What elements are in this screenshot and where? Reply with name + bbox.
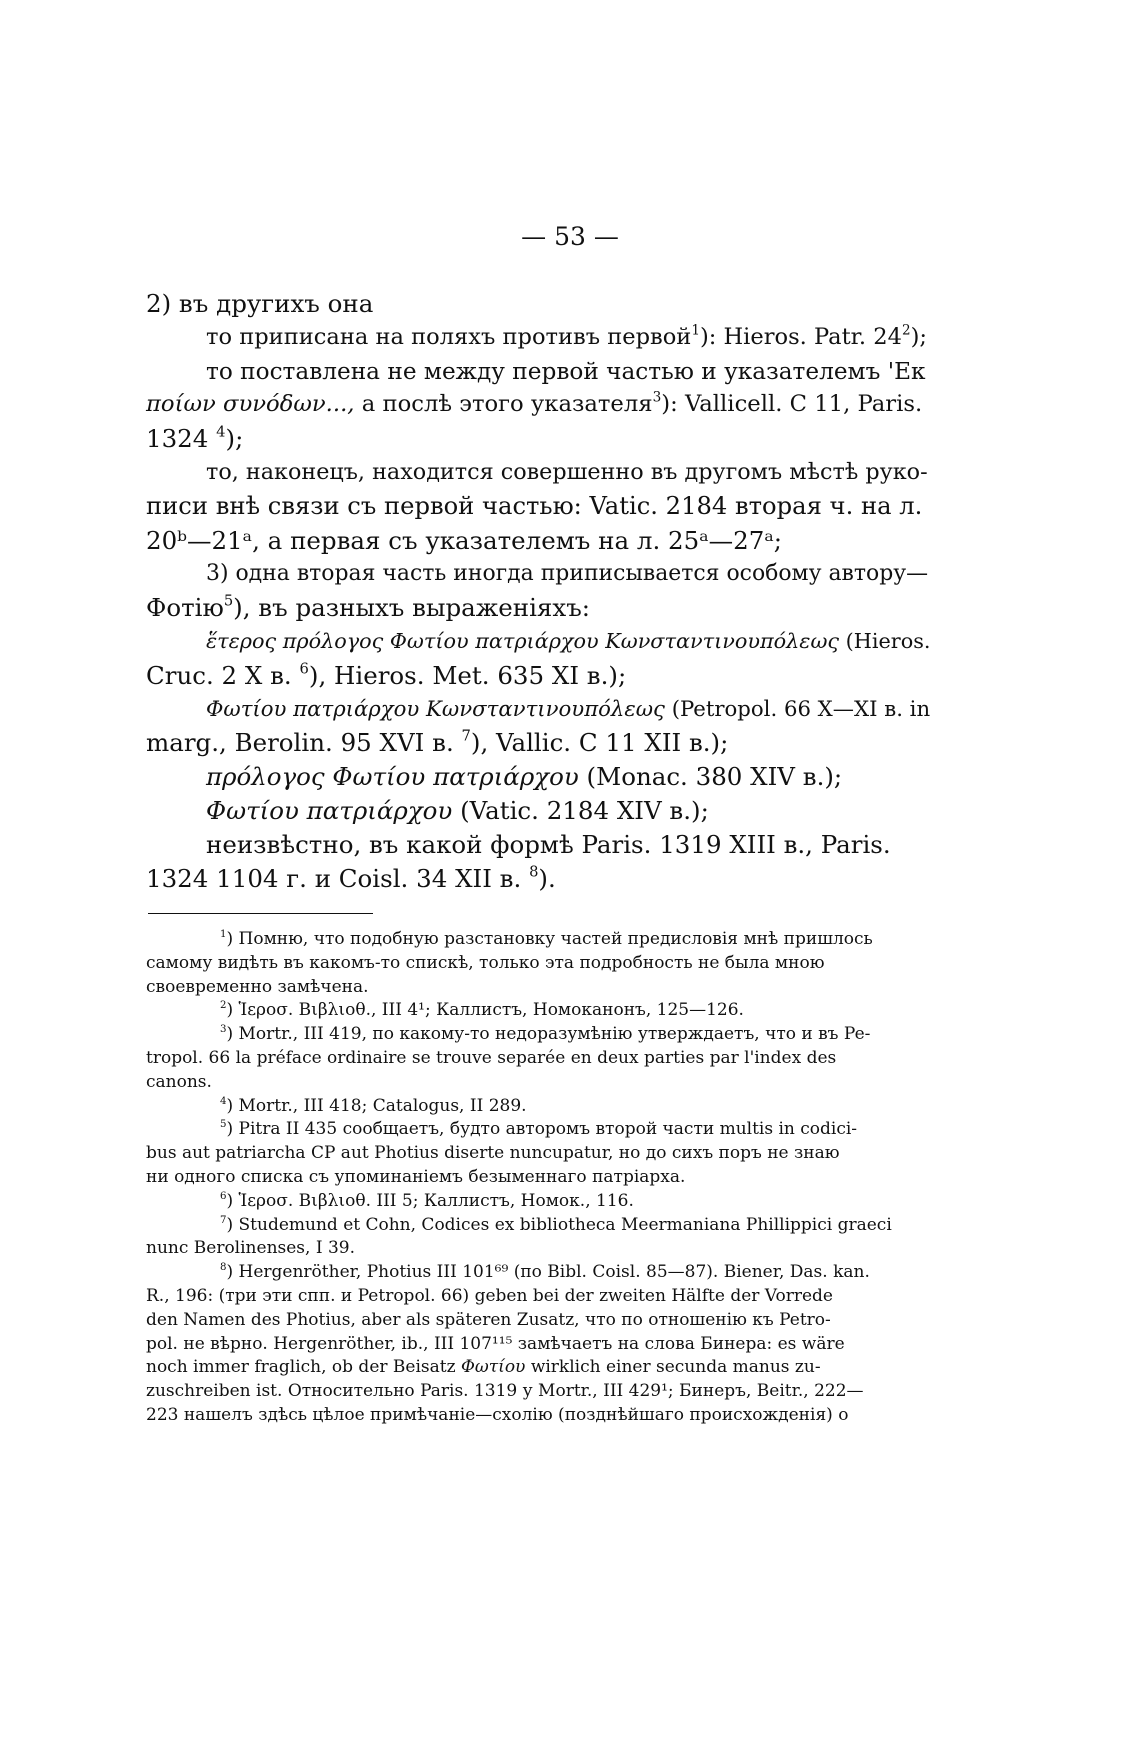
footnote-mark: 8 [220,1262,227,1274]
footnote-mark: 4 [220,1095,227,1107]
text: (Vatic. 2184 XIV в.); [460,795,709,825]
footnote-ref: 8 [529,863,539,881]
footnote-ref: 7 [461,728,471,746]
footnote-4 [146,1095,930,1119]
text: ); [225,424,244,454]
text: своевременно замѣчена. [146,976,369,997]
text: nunc Berolinenses, I 39. [146,1238,355,1259]
text-line [146,422,930,456]
text: bus aut patriarcha CP aut Photius diserte nuncupatur, но до сихъ поръ не знаю [146,1143,840,1164]
footnote-line [146,1142,930,1166]
text: писи внѣ связи съ первой частью: Vatic. 2184 вторая ч. на л. [146,491,923,520]
page-number: — 53 — [521,222,619,251]
greek-text: Φωτίου πατριάρχου Κωνσταντινουπόλεως [206,696,665,722]
footnote-line [146,1166,930,1190]
text: den Namen des Photius, aber als späteren Zusatz, что по отношенію къ Petro- [146,1309,831,1330]
footnote-line [146,976,930,1000]
greek-text: ποίων συνόδων..., [146,391,355,418]
text: wirklich einer secunda manus zu- [530,1357,821,1378]
footnote-5 [146,1118,930,1142]
text: а послѣ этого указателя [361,391,653,418]
text-line [146,760,930,794]
text: marg., Berolin. 95 XVI в. [146,728,454,758]
text: ): Vallicell. C 11, Paris. [661,391,923,418]
footnote-mark: 3 [220,1024,227,1036]
text-line [146,388,930,422]
footnote-3 [146,1023,930,1047]
text: (Hieros. [845,628,931,653]
text: ), въ разныхъ выраженіяхъ: [233,593,591,623]
text: ) Помню, что подобную разстановку частей предисловія мнѣ пришлось [226,929,873,949]
text-line [146,828,930,862]
text: pol. не вѣрно. Hergenröther, ib., III 107¹¹⁵ замѣчаетъ на слова Бинера: es wäre [146,1333,845,1354]
footnote-ref: 6 [299,660,309,678]
footnote-6 [146,1190,930,1214]
text: Фотію [146,593,224,623]
text: canons. [146,1071,212,1092]
text-line [146,287,930,321]
text-line [146,726,930,760]
footnote-line [146,1404,930,1428]
text: ). [538,863,556,893]
text: ), Vallic. C 11 XII в.); [470,728,729,758]
footnote-ref: 4 [216,423,226,441]
text: ) Ἱεροσ. Βιβλιοθ. III 5; Каллистъ, Номок., 116. [226,1190,634,1211]
footnote-1 [146,928,930,952]
footnote-ref: 1 [691,322,700,339]
text-line [146,490,930,524]
text-line [146,625,930,659]
text: то приписана на поляхъ противъ первой [206,323,692,350]
text: то поставлена не между первой частью и указателемъ 'Εκ [206,357,926,385]
text-line [146,557,930,591]
footnote-line [146,1047,930,1071]
footnote-line [146,1380,930,1404]
footnote-line [146,1309,930,1333]
text-line [146,862,930,896]
text: R., 196: (три эти спп. и Petropol. 66) geben bei der zweiten Hälfte der Vorrede [146,1285,833,1306]
text: tropol. 66 la préface ordinaire se trouve separée en deux parties par l'index des [146,1047,837,1068]
text-line [146,355,930,389]
greek-text: πρόλογος Φωτίου πατριάρχου [206,762,579,792]
text: ни одного списка съ упоминаніемъ безыменнаго патріарха. [146,1166,686,1187]
text: ), Hieros. Met. 635 XI в.); [308,660,627,690]
footnote-line [146,1285,930,1309]
text: 223 нашелъ здѣсь цѣлое примѣчаніе—схолію (позднѣйшаго происхожденія) о [146,1404,849,1425]
text: (Petropol. 66 X—XI в. in [671,696,931,722]
text: ); [910,323,927,350]
text: 20ᵇ—21ᵃ, а первая съ указателемъ на л. 25ᵃ—27ᵃ; [146,525,783,555]
footnote-line [146,1333,930,1357]
text: ) Pitra II 435 сообщаетъ, будто авторомъ второй части multis in codici- [226,1119,858,1140]
text-line [146,693,930,727]
footnote-ref: 2 [901,322,911,339]
footnote-line [146,952,930,976]
text: noch immer fraglich, ob der Beisatz [146,1357,456,1378]
footnote-ref: 5 [223,592,234,610]
text-line [146,456,930,490]
footnote-mark: 7 [220,1214,227,1226]
text: (Monac. 380 XIV в.); [586,762,843,792]
footnote-mark: 6 [220,1190,227,1202]
main-text [146,287,930,895]
greek-text: Φωτίου [460,1357,526,1378]
footnote-line [146,1356,930,1380]
text: ) Mortr., III 418; Catalogus, II 289. [226,1095,527,1116]
greek-text: Φωτίου πατριάρχου [206,795,453,825]
text: ) Mortr., III 419, по какому-то недоразумѣнію утверждаетъ, что и въ Pe- [226,1024,871,1045]
text-line [146,794,930,828]
footnote-line [146,1071,930,1095]
text: ): Hieros. Patr. 24 [699,323,902,350]
text: Cruc. 2 X в. [146,660,292,690]
footnote-8 [146,1261,930,1285]
footnote-mark: 1 [220,928,227,940]
text: то, наконецъ, находится совершенно въ другомъ мѣстѣ руко- [206,458,928,485]
list-item-3: 3) одна вторая часть иногда приписывается особому автору— [206,561,929,587]
text: самому видѣть въ какомъ-то спискѣ, только эта подробность не была мною [146,952,825,973]
text: ) Hergenröther, Photius III 101⁶⁹ (по Bibl. Coisl. 85—87). Biener, Das. kan. [226,1262,870,1283]
text-line [146,321,930,355]
text-line [146,591,930,625]
text-line [146,524,930,558]
text: 1324 1104 г. и Coisl. 34 XII в. [146,863,522,893]
text: zuschreiben ist. Относительно Paris. 1319 у Mortr., III 429¹; Бинеръ, Beitr., 222— [146,1381,864,1402]
footnote-mark: 2 [220,1000,227,1012]
footnote-2 [146,999,930,1023]
greek-text: ἕτερος πρόλογος Φωτίου πατριάρχου Κωνσταντινουπόλεως [206,628,840,653]
text: ) Studemund et Cohn, Codices ex bibliotheca Meermaniana Phillippici graeci [226,1214,892,1235]
footnote-7 [146,1214,930,1238]
text: ) Ἱεροσ. Βιβλιοθ., III 4¹; Каллистъ, Номоканонъ, 125—126. [226,1000,744,1021]
text: 1324 [146,424,209,454]
footnote-line [146,1237,930,1261]
text: неизвѣстно, въ какой формѣ Paris. 1319 XIII в., Paris. [206,829,891,859]
list-item-2: 2) въ другихъ она [146,289,374,318]
footnotes [146,928,930,1428]
footnote-divider [148,913,373,914]
text-line [146,659,930,693]
footnote-ref: 3 [652,389,662,406]
footnote-mark: 5 [220,1119,227,1131]
